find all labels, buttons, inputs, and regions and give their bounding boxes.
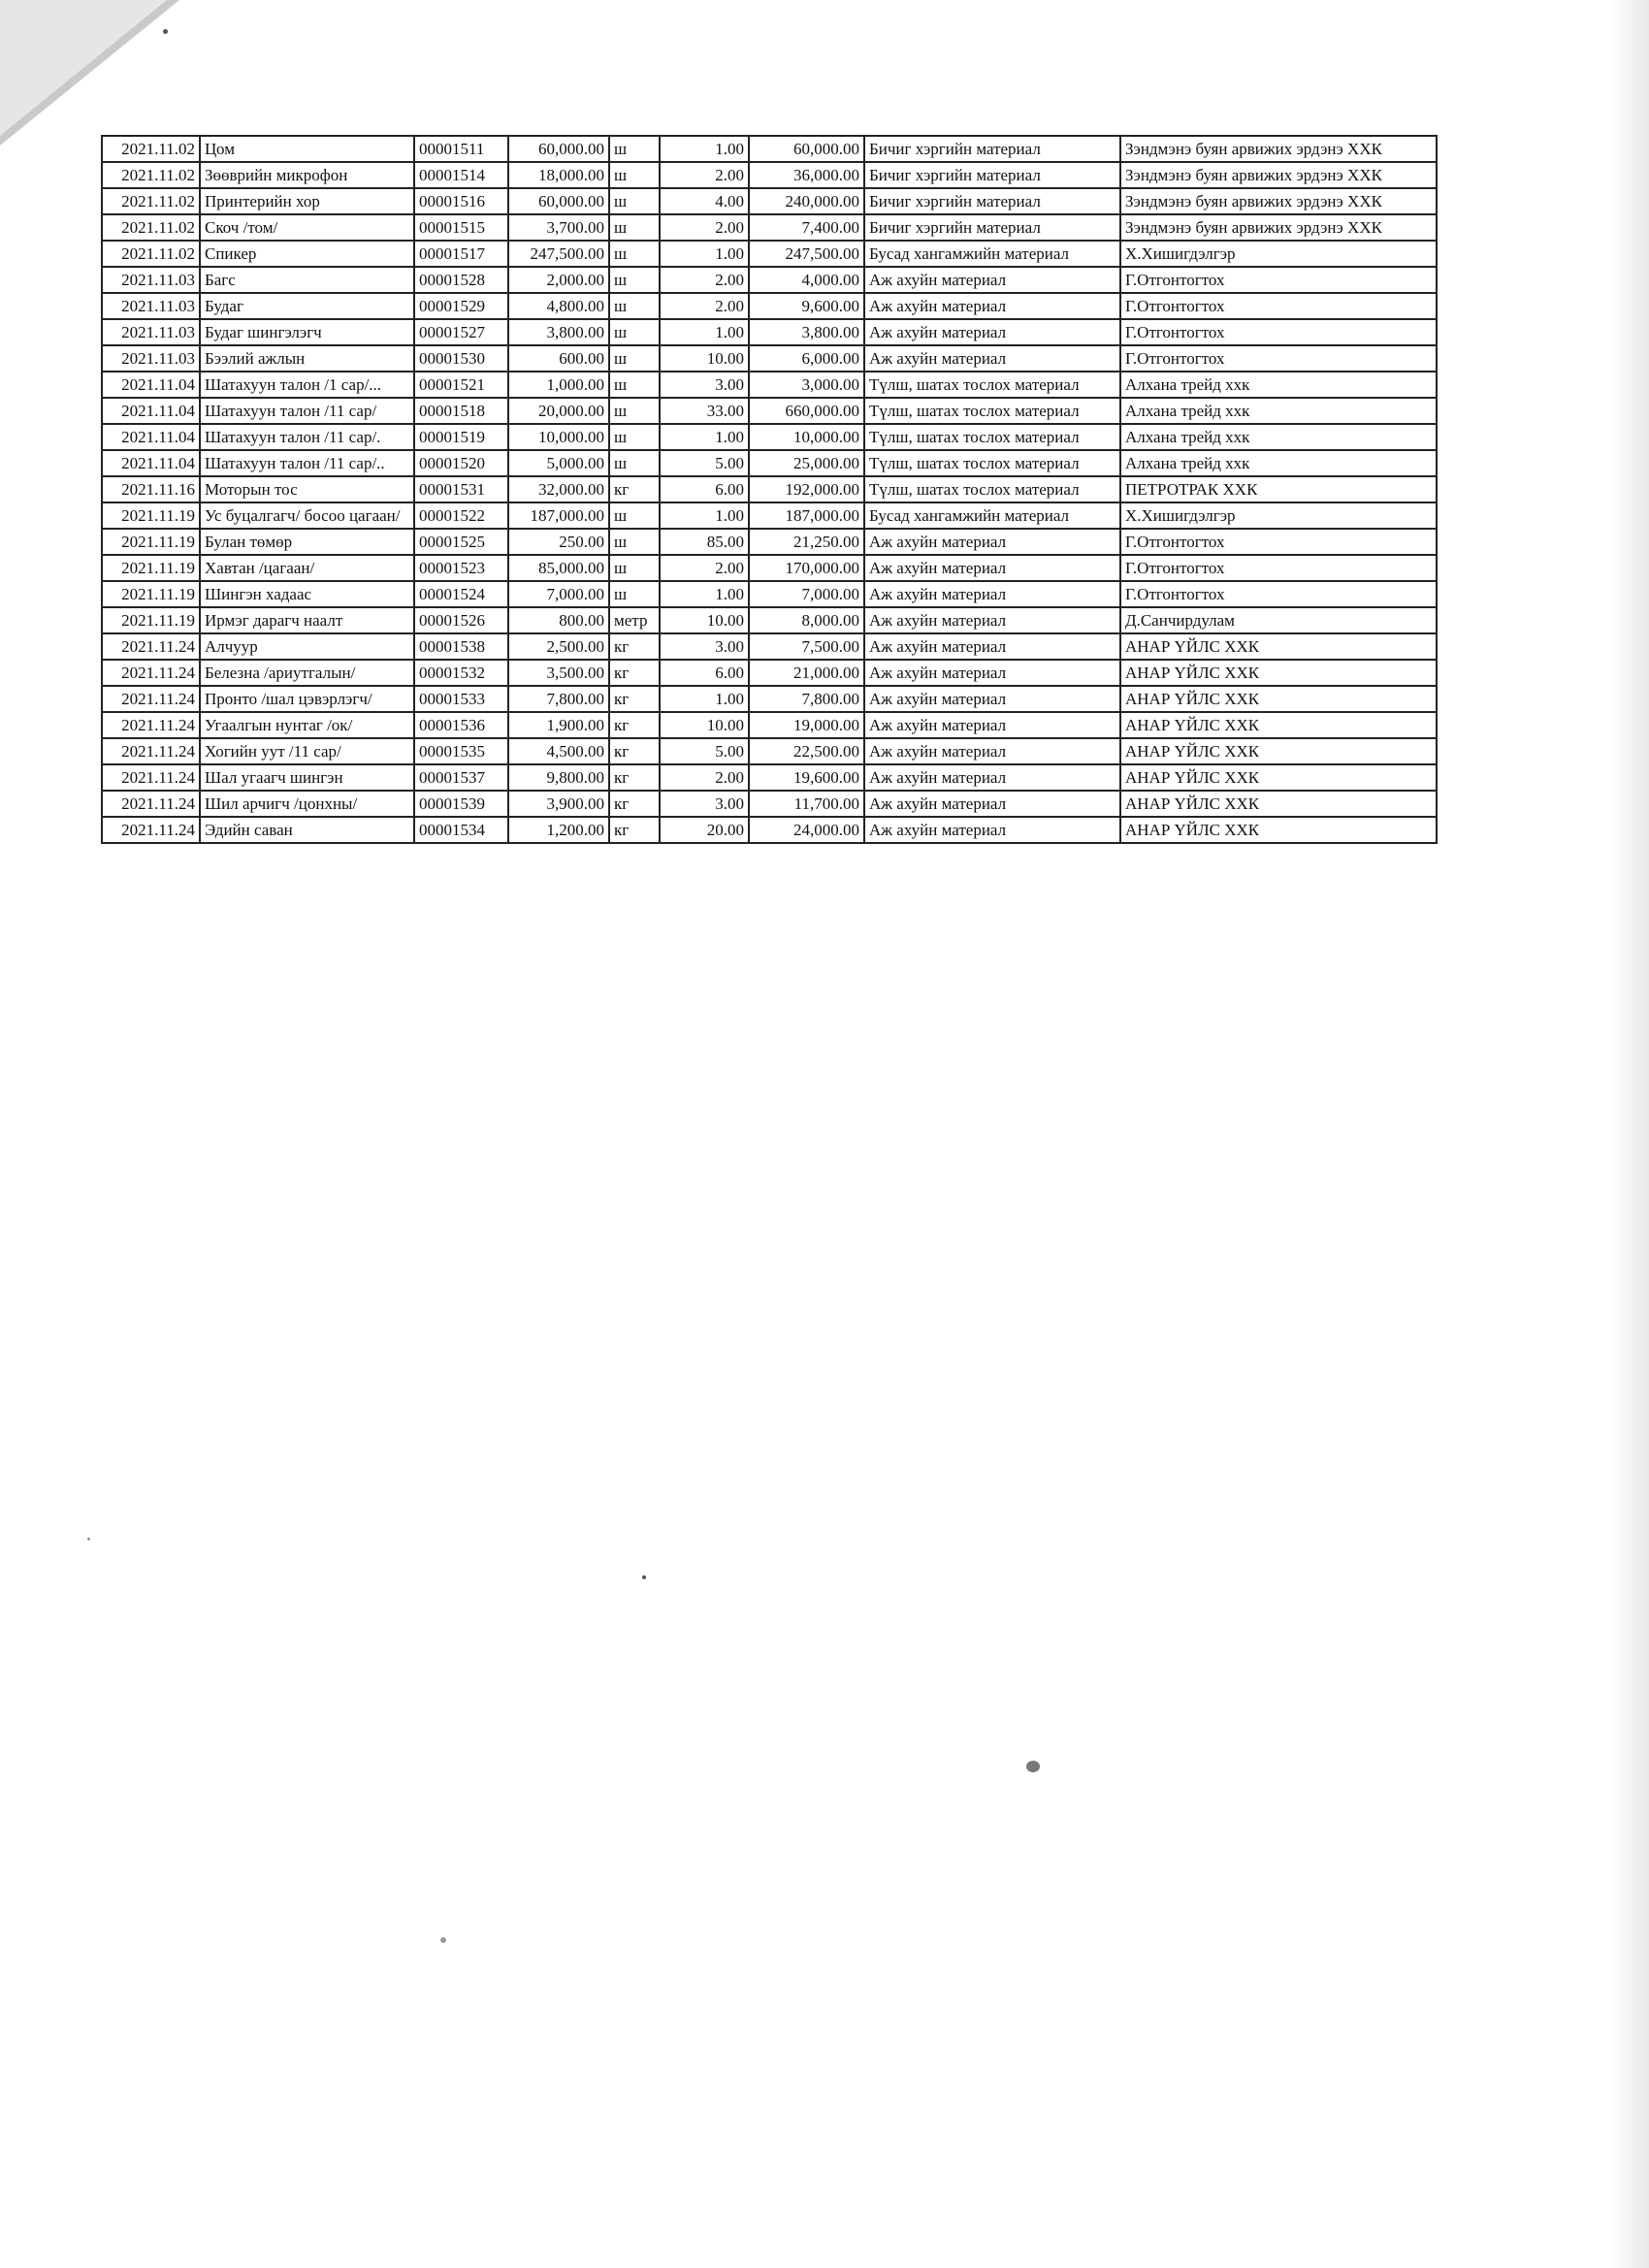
unit-price-cell: 9,800.00 [508,764,609,791]
unit-cell: кг [609,660,660,686]
supplier-cell: Г.Отгонтогтох [1120,345,1437,372]
category-cell: Аж ахуйн материал [864,529,1120,555]
date-cell: 2021.11.02 [102,188,200,214]
purchase-ledger-table [101,135,1438,844]
category-cell: Аж ахуйн материал [864,712,1120,738]
unit-cell: ш [609,293,660,319]
unit-price-cell: 2,000.00 [508,267,609,293]
unit-cell: кг [609,791,660,817]
category-cell: Аж ахуйн материал [864,345,1120,372]
item-code-cell: 00001535 [414,738,508,764]
item-name-cell: Угаалгын нунтаг /ок/ [200,712,414,738]
quantity-cell: 2.00 [660,162,749,188]
category-cell: Аж ахуйн материал [864,764,1120,791]
scan-speck [1026,1761,1040,1772]
item-code-cell: 00001527 [414,319,508,345]
item-name-cell: Шатахуун талон /1 сар/... [200,372,414,398]
date-cell: 2021.11.19 [102,502,200,529]
unit-cell: кг [609,633,660,660]
category-cell: Аж ахуйн материал [864,267,1120,293]
date-cell: 2021.11.04 [102,372,200,398]
category-cell: Аж ахуйн материал [864,293,1120,319]
unit-price-cell: 4,500.00 [508,738,609,764]
item-name-cell: Ирмэг дарагч наалт [200,607,414,633]
amount-cell: 10,000.00 [749,424,864,450]
unit-price-cell: 60,000.00 [508,136,609,162]
item-code-cell: 00001515 [414,214,508,241]
unit-price-cell: 7,800.00 [508,686,609,712]
unit-cell: ш [609,398,660,424]
table-row [102,607,1437,633]
amount-cell: 7,400.00 [749,214,864,241]
supplier-cell: АНАР ҮЙЛС ХХК [1120,764,1437,791]
item-name-cell: Принтерийн хор [200,188,414,214]
amount-cell: 4,000.00 [749,267,864,293]
date-cell: 2021.11.24 [102,660,200,686]
date-cell: 2021.11.24 [102,686,200,712]
unit-cell: кг [609,764,660,791]
supplier-cell: АНАР ҮЙЛС ХХК [1120,817,1437,843]
item-code-cell: 00001539 [414,791,508,817]
table-row [102,581,1437,607]
date-cell: 2021.11.24 [102,791,200,817]
unit-cell: ш [609,529,660,555]
ledger-body [102,136,1437,843]
item-code-cell: 00001532 [414,660,508,686]
unit-price-cell: 4,800.00 [508,293,609,319]
supplier-cell: Г.Отгонтогтох [1120,581,1437,607]
unit-price-cell: 20,000.00 [508,398,609,424]
supplier-cell: Г.Отгонтогтох [1120,555,1437,581]
unit-price-cell: 1,000.00 [508,372,609,398]
unit-price-cell: 800.00 [508,607,609,633]
unit-cell: кг [609,738,660,764]
date-cell: 2021.11.03 [102,293,200,319]
table-row [102,502,1437,529]
quantity-cell: 3.00 [660,633,749,660]
category-cell: Бусад хангамжийн материал [864,502,1120,529]
supplier-cell: Х.Хишигдэлгэр [1120,502,1437,529]
supplier-cell: АНАР ҮЙЛС ХХК [1120,686,1437,712]
category-cell: Аж ахуйн материал [864,817,1120,843]
unit-cell: кг [609,476,660,502]
category-cell: Бичиг хэргийн материал [864,214,1120,241]
table-row [102,136,1437,162]
scan-edge-shadow [1612,0,1649,2268]
item-name-cell: Цом [200,136,414,162]
folded-corner-shadow [0,0,167,136]
unit-cell: ш [609,450,660,476]
supplier-cell: Алхана трейд ххк [1120,398,1437,424]
supplier-cell: Г.Отгонтогтох [1120,267,1437,293]
category-cell: Бичиг хэргийн материал [864,162,1120,188]
unit-cell: ш [609,136,660,162]
table-row [102,188,1437,214]
supplier-cell: Алхана трейд ххк [1120,424,1437,450]
unit-price-cell: 10,000.00 [508,424,609,450]
unit-price-cell: 187,000.00 [508,502,609,529]
item-name-cell: Булан төмөр [200,529,414,555]
quantity-cell: 3.00 [660,372,749,398]
supplier-cell: АНАР ҮЙЛС ХХК [1120,791,1437,817]
unit-cell: ш [609,319,660,345]
amount-cell: 11,700.00 [749,791,864,817]
item-name-cell: Ус буцалгагч/ босоо цагаан/ [200,502,414,529]
table-row [102,319,1437,345]
quantity-cell: 1.00 [660,136,749,162]
table-row [102,633,1437,660]
table-row [102,738,1437,764]
supplier-cell: Х.Хишигдэлгэр [1120,241,1437,267]
supplier-cell: Зэндмэнэ буян арвижих эрдэнэ ХХК [1120,214,1437,241]
supplier-cell: ПЕТРОТРАК ХХК [1120,476,1437,502]
unit-cell: кг [609,712,660,738]
unit-cell: кг [609,686,660,712]
unit-cell: ш [609,241,660,267]
item-name-cell: Белезна /ариутгалын/ [200,660,414,686]
unit-cell: ш [609,214,660,241]
item-name-cell: Пронто /шал цэвэрлэгч/ [200,686,414,712]
supplier-cell: Г.Отгонтогтох [1120,319,1437,345]
item-name-cell: Зөөврийн микрофон [200,162,414,188]
quantity-cell: 5.00 [660,450,749,476]
table-row [102,476,1437,502]
item-name-cell: Алчуур [200,633,414,660]
date-cell: 2021.11.02 [102,162,200,188]
category-cell: Түлш, шатах тослох материал [864,450,1120,476]
unit-price-cell: 7,000.00 [508,581,609,607]
date-cell: 2021.11.02 [102,136,200,162]
table-row [102,267,1437,293]
quantity-cell: 3.00 [660,791,749,817]
table-row [102,372,1437,398]
item-name-cell: Шал угаагч шингэн [200,764,414,791]
table-row [102,712,1437,738]
amount-cell: 19,000.00 [749,712,864,738]
item-name-cell: Шатахуун талон /11 сар/.. [200,450,414,476]
date-cell: 2021.11.02 [102,241,200,267]
scan-speck [163,29,168,34]
unit-cell: ш [609,267,660,293]
supplier-cell: АНАР ҮЙЛС ХХК [1120,738,1437,764]
date-cell: 2021.11.02 [102,214,200,241]
category-cell: Аж ахуйн материал [864,633,1120,660]
amount-cell: 7,000.00 [749,581,864,607]
item-code-cell: 00001538 [414,633,508,660]
item-code-cell: 00001529 [414,293,508,319]
amount-cell: 22,500.00 [749,738,864,764]
item-name-cell: Скоч /том/ [200,214,414,241]
item-name-cell: Шил арчигч /цонхны/ [200,791,414,817]
table-row [102,791,1437,817]
table-row [102,424,1437,450]
table-row [102,398,1437,424]
item-name-cell: Хавтан /цагаан/ [200,555,414,581]
unit-price-cell: 60,000.00 [508,188,609,214]
supplier-cell: АНАР ҮЙЛС ХХК [1120,660,1437,686]
item-name-cell: Спикер [200,241,414,267]
date-cell: 2021.11.24 [102,764,200,791]
unit-price-cell: 32,000.00 [508,476,609,502]
item-code-cell: 00001520 [414,450,508,476]
amount-cell: 60,000.00 [749,136,864,162]
category-cell: Түлш, шатах тослох материал [864,476,1120,502]
date-cell: 2021.11.24 [102,738,200,764]
item-name-cell: Будаг [200,293,414,319]
item-code-cell: 00001514 [414,162,508,188]
category-cell: Аж ахуйн материал [864,660,1120,686]
item-code-cell: 00001536 [414,712,508,738]
category-cell: Аж ахуйн материал [864,791,1120,817]
quantity-cell: 10.00 [660,345,749,372]
unit-price-cell: 250.00 [508,529,609,555]
category-cell: Аж ахуйн материал [864,607,1120,633]
unit-price-cell: 3,800.00 [508,319,609,345]
category-cell: Аж ахуйн материал [864,555,1120,581]
item-code-cell: 00001531 [414,476,508,502]
date-cell: 2021.11.03 [102,345,200,372]
category-cell: Түлш, шатах тослох материал [864,424,1120,450]
quantity-cell: 1.00 [660,241,749,267]
unit-price-cell: 600.00 [508,345,609,372]
table-row [102,555,1437,581]
table-row [102,162,1437,188]
quantity-cell: 1.00 [660,502,749,529]
item-code-cell: 00001523 [414,555,508,581]
date-cell: 2021.11.19 [102,607,200,633]
quantity-cell: 6.00 [660,476,749,502]
amount-cell: 3,800.00 [749,319,864,345]
quantity-cell: 1.00 [660,319,749,345]
quantity-cell: 2.00 [660,555,749,581]
amount-cell: 6,000.00 [749,345,864,372]
amount-cell: 3,000.00 [749,372,864,398]
table-row [102,450,1437,476]
item-name-cell: Багс [200,267,414,293]
amount-cell: 660,000.00 [749,398,864,424]
amount-cell: 25,000.00 [749,450,864,476]
scan-speck [87,1538,90,1540]
table-row [102,764,1437,791]
category-cell: Аж ахуйн материал [864,686,1120,712]
unit-price-cell: 5,000.00 [508,450,609,476]
amount-cell: 187,000.00 [749,502,864,529]
item-code-cell: 00001526 [414,607,508,633]
unit-price-cell: 3,900.00 [508,791,609,817]
date-cell: 2021.11.04 [102,424,200,450]
item-code-cell: 00001534 [414,817,508,843]
item-name-cell: Шатахуун талон /11 сар/ [200,398,414,424]
quantity-cell: 4.00 [660,188,749,214]
date-cell: 2021.11.24 [102,712,200,738]
quantity-cell: 1.00 [660,581,749,607]
unit-price-cell: 85,000.00 [508,555,609,581]
item-code-cell: 00001533 [414,686,508,712]
scan-speck [642,1575,646,1579]
date-cell: 2021.11.24 [102,817,200,843]
quantity-cell: 33.00 [660,398,749,424]
quantity-cell: 2.00 [660,214,749,241]
unit-cell: ш [609,502,660,529]
unit-cell: ш [609,581,660,607]
supplier-cell: Д.Санчирдулам [1120,607,1437,633]
item-code-cell: 00001516 [414,188,508,214]
date-cell: 2021.11.16 [102,476,200,502]
quantity-cell: 6.00 [660,660,749,686]
unit-price-cell: 18,000.00 [508,162,609,188]
quantity-cell: 1.00 [660,686,749,712]
table-row [102,345,1437,372]
item-code-cell: 00001524 [414,581,508,607]
category-cell: Түлш, шатах тослох материал [864,372,1120,398]
item-code-cell: 00001517 [414,241,508,267]
date-cell: 2021.11.19 [102,529,200,555]
amount-cell: 7,500.00 [749,633,864,660]
category-cell: Аж ахуйн материал [864,738,1120,764]
table-row [102,529,1437,555]
supplier-cell: АНАР ҮЙЛС ХХК [1120,633,1437,660]
amount-cell: 24,000.00 [749,817,864,843]
supplier-cell: Зэндмэнэ буян арвижих эрдэнэ ХХК [1120,188,1437,214]
quantity-cell: 2.00 [660,293,749,319]
amount-cell: 8,000.00 [749,607,864,633]
item-code-cell: 00001525 [414,529,508,555]
supplier-cell: Г.Отгонтогтох [1120,293,1437,319]
table-row [102,293,1437,319]
quantity-cell: 1.00 [660,424,749,450]
amount-cell: 21,000.00 [749,660,864,686]
category-cell: Аж ахуйн материал [864,319,1120,345]
amount-cell: 36,000.00 [749,162,864,188]
quantity-cell: 85.00 [660,529,749,555]
category-cell: Бичиг хэргийн материал [864,136,1120,162]
supplier-cell: Алхана трейд ххк [1120,450,1437,476]
category-cell: Бичиг хэргийн материал [864,188,1120,214]
quantity-cell: 10.00 [660,712,749,738]
item-code-cell: 00001522 [414,502,508,529]
date-cell: 2021.11.24 [102,633,200,660]
category-cell: Аж ахуйн материал [864,581,1120,607]
table-row [102,660,1437,686]
amount-cell: 19,600.00 [749,764,864,791]
unit-cell: ш [609,372,660,398]
date-cell: 2021.11.03 [102,267,200,293]
unit-price-cell: 3,500.00 [508,660,609,686]
amount-cell: 21,250.00 [749,529,864,555]
quantity-cell: 5.00 [660,738,749,764]
supplier-cell: Алхана трейд ххк [1120,372,1437,398]
scan-speck [440,1937,446,1943]
table-row [102,817,1437,843]
unit-price-cell: 247,500.00 [508,241,609,267]
item-name-cell: Моторын тос [200,476,414,502]
item-code-cell: 00001519 [414,424,508,450]
unit-price-cell: 1,200.00 [508,817,609,843]
amount-cell: 7,800.00 [749,686,864,712]
amount-cell: 192,000.00 [749,476,864,502]
item-name-cell: Будаг шингэлэгч [200,319,414,345]
item-code-cell: 00001530 [414,345,508,372]
unit-price-cell: 2,500.00 [508,633,609,660]
amount-cell: 240,000.00 [749,188,864,214]
item-code-cell: 00001528 [414,267,508,293]
amount-cell: 170,000.00 [749,555,864,581]
amount-cell: 247,500.00 [749,241,864,267]
item-code-cell: 00001521 [414,372,508,398]
table-row [102,241,1437,267]
item-name-cell: Шингэн хадаас [200,581,414,607]
supplier-cell: Зэндмэнэ буян арвижих эрдэнэ ХХК [1120,136,1437,162]
item-code-cell: 00001537 [414,764,508,791]
unit-cell: ш [609,188,660,214]
item-code-cell: 00001511 [414,136,508,162]
category-cell: Түлш, шатах тослох материал [864,398,1120,424]
date-cell: 2021.11.19 [102,581,200,607]
unit-price-cell: 3,700.00 [508,214,609,241]
unit-cell: метр [609,607,660,633]
quantity-cell: 10.00 [660,607,749,633]
table-row [102,214,1437,241]
item-code-cell: 00001518 [414,398,508,424]
date-cell: 2021.11.04 [102,398,200,424]
category-cell: Бусад хангамжийн материал [864,241,1120,267]
item-name-cell: Эдийн саван [200,817,414,843]
quantity-cell: 2.00 [660,764,749,791]
unit-cell: ш [609,555,660,581]
unit-cell: ш [609,345,660,372]
unit-cell: ш [609,424,660,450]
supplier-cell: Г.Отгонтогтох [1120,529,1437,555]
date-cell: 2021.11.19 [102,555,200,581]
unit-cell: ш [609,162,660,188]
quantity-cell: 20.00 [660,817,749,843]
supplier-cell: АНАР ҮЙЛС ХХК [1120,712,1437,738]
quantity-cell: 2.00 [660,267,749,293]
item-name-cell: Шатахуун талон /11 сар/. [200,424,414,450]
supplier-cell: Зэндмэнэ буян арвижих эрдэнэ ХХК [1120,162,1437,188]
amount-cell: 9,600.00 [749,293,864,319]
table-row [102,686,1437,712]
unit-price-cell: 1,900.00 [508,712,609,738]
item-name-cell: Бээлий ажлын [200,345,414,372]
unit-cell: кг [609,817,660,843]
date-cell: 2021.11.03 [102,319,200,345]
date-cell: 2021.11.04 [102,450,200,476]
item-name-cell: Хогийн уут /11 сар/ [200,738,414,764]
